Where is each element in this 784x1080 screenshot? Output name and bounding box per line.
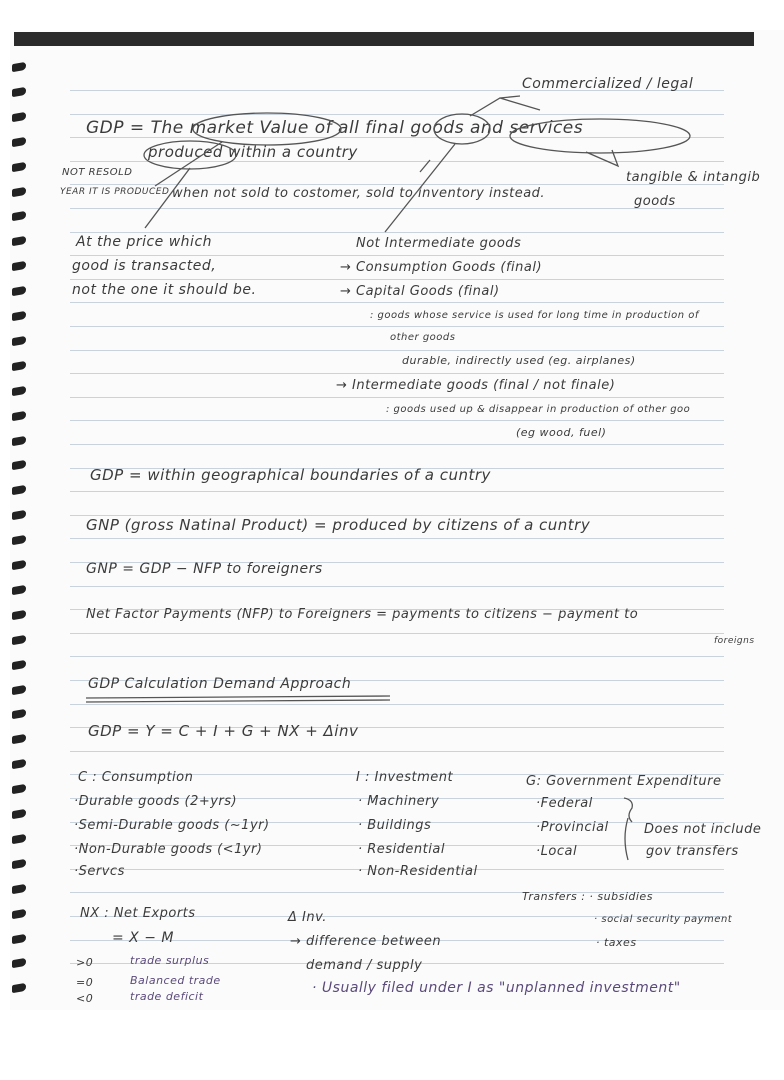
note-intermediate-desc-1: : goods used up & disappear in production of other goo <box>386 404 691 415</box>
spiral-hole <box>12 136 26 146</box>
note-gdp-equation: GDP = Y = C + I + G + NX + Δinv <box>88 722 359 740</box>
spiral-binding <box>8 55 30 1000</box>
spiral-hole <box>12 261 26 271</box>
spiral-hole <box>12 610 26 620</box>
note-capital-desc-2: other goods <box>390 332 456 343</box>
spiral-hole <box>12 784 26 794</box>
spiral-hole <box>12 186 26 196</box>
note-transfers-2: · social security payment <box>594 914 733 925</box>
note-nx-balanced-sym: =0 <box>76 976 94 989</box>
spiral-hole <box>12 709 26 719</box>
spiral-hole <box>12 385 26 395</box>
note-c-4: ·Servcs <box>74 864 125 879</box>
note-gdp-definition-2: produced within a country <box>148 143 358 161</box>
note-nfp-definition: Net Factor Payments (NFP) to Foreigners = payments to citizens − payment to <box>86 607 639 622</box>
spiral-hole <box>12 859 26 869</box>
spiral-hole <box>12 211 26 221</box>
ruled-line <box>70 114 724 115</box>
note-intermediate: → Intermediate goods (final / not finale) <box>336 378 616 393</box>
spiral-hole <box>12 659 26 669</box>
note-i-2: · Buildings <box>358 818 432 833</box>
note-capital-desc-1: : goods whose service is used for long time in production of <box>370 310 699 321</box>
note-calc-title: GDP Calculation Demand Approach <box>88 676 352 692</box>
spiral-hole <box>12 834 26 844</box>
ruled-line <box>70 302 724 303</box>
note-gdp-definition: GDP = The market Value of all final goods and services <box>86 118 584 138</box>
spiral-hole <box>12 286 26 296</box>
note-transfers: Transfers : · subsidies <box>522 890 653 903</box>
note-not-intermediate: Not Intermediate goods <box>356 236 522 251</box>
ruled-line <box>70 656 724 657</box>
ruled-line <box>70 633 724 634</box>
ruled-line <box>70 208 724 209</box>
ruled-line <box>70 751 724 752</box>
note-inv-1: → difference between <box>290 934 442 949</box>
spiral-hole <box>12 809 26 819</box>
spiral-hole <box>12 510 26 520</box>
spiral-hole <box>12 883 26 893</box>
note-foreigns: foreigns <box>714 636 755 646</box>
spiral-hole <box>12 361 26 371</box>
note-gnp-equation: GNP = GDP − NFP to foreigners <box>86 561 323 577</box>
ruled-line <box>70 326 724 327</box>
spiral-hole <box>12 684 26 694</box>
note-g-2: ·Provincial <box>536 820 609 835</box>
ruled-line <box>70 232 724 233</box>
note-durable: durable, indirectly used (eg. airplanes) <box>402 354 636 367</box>
spiral-hole <box>12 535 26 545</box>
note-c-1: ·Durable goods (2+yrs) <box>74 794 238 809</box>
note-nx-balanced: Balanced trade <box>130 974 221 987</box>
note-nx-surplus-sym: >0 <box>76 956 94 969</box>
note-g-note-2: gov transfers <box>646 844 739 859</box>
note-g-3: ·Local <box>536 844 578 859</box>
note-price-1: At the price which <box>76 234 213 250</box>
note-i-4: · Non-Residential <box>358 864 478 879</box>
note-inv-3: · Usually filed under I as "unplanned investment" <box>312 980 681 996</box>
note-transfers-3: · taxes <box>596 936 637 949</box>
spiral-hole <box>12 161 26 171</box>
note-price-2: good is transacted, <box>72 258 217 274</box>
ruled-line <box>70 397 724 398</box>
ruled-line <box>70 373 724 374</box>
spiral-hole <box>12 634 26 644</box>
note-g-1: ·Federal <box>536 796 593 811</box>
ruled-line <box>70 350 724 351</box>
spiral-hole <box>12 585 26 595</box>
ruled-line <box>70 491 724 492</box>
note-commercialized: Commercialized / legal <box>522 76 694 92</box>
note-inv-2: demand / supply <box>306 958 423 973</box>
page-top-edge <box>14 32 754 46</box>
spiral-hole <box>12 560 26 570</box>
note-inventory: when not sold to costomer, sold to inventory instead. <box>172 186 546 201</box>
spiral-hole <box>12 460 26 470</box>
ruled-line <box>70 704 724 705</box>
note-consumption-goods: → Consumption Goods (final) <box>340 260 543 275</box>
note-inv-title: Δ Inv. <box>288 910 327 925</box>
spiral-hole <box>12 983 26 993</box>
note-tangible: tangible & intangib <box>626 170 761 185</box>
note-capital-goods: → Capital Goods (final) <box>340 284 500 299</box>
spiral-hole <box>12 734 26 744</box>
spiral-hole <box>12 435 26 445</box>
spiral-hole <box>12 62 26 72</box>
ruled-line <box>70 538 724 539</box>
spiral-hole <box>12 112 26 122</box>
note-nx-surplus: trade surplus <box>130 954 210 967</box>
ruled-line <box>70 420 724 421</box>
note-i-title: I : Investment <box>356 770 454 785</box>
spiral-hole <box>12 311 26 321</box>
note-nx-deficit: trade deficit <box>130 990 204 1003</box>
note-not-resold: NOT RESOLD <box>62 167 133 178</box>
note-price-3: not the one it should be. <box>72 282 257 298</box>
ruled-line <box>70 279 724 280</box>
ruled-line <box>70 586 724 587</box>
note-g-title: G: Government Expenditure <box>526 774 722 789</box>
spiral-hole <box>12 908 26 918</box>
spiral-hole <box>12 87 26 97</box>
spiral-hole <box>12 410 26 420</box>
note-nx-equation: = X − M <box>112 930 174 946</box>
note-g-note-1: Does not include <box>644 822 762 837</box>
spiral-hole <box>12 933 26 943</box>
note-i-1: · Machinery <box>358 794 440 809</box>
note-intermediate-desc-2: (eg wood, fuel) <box>516 426 607 439</box>
note-year-produced: YEAR IT IS PRODUCED <box>60 187 170 197</box>
note-goods: goods <box>634 194 676 209</box>
note-i-3: · Residential <box>358 842 445 857</box>
spiral-hole <box>12 759 26 769</box>
spiral-hole <box>12 236 26 246</box>
note-c-title: C : Consumption <box>78 770 194 785</box>
note-c-3: ·Non-Durable goods (<1yr) <box>74 842 263 857</box>
ruled-line <box>70 255 724 256</box>
note-nx-deficit-sym: <0 <box>76 992 94 1005</box>
note-gdp-geo: GDP = within geographical boundaries of a cuntry <box>90 466 491 484</box>
note-c-2: ·Semi-Durable goods (~1yr) <box>74 818 270 833</box>
spiral-hole <box>12 336 26 346</box>
note-nx-title: NX : Net Exports <box>80 906 196 921</box>
note-gnp-definition: GNP (gross Natinal Product) = produced by citizens of a cuntry <box>86 516 591 534</box>
ruled-line <box>70 444 724 445</box>
spiral-hole <box>12 958 26 968</box>
spiral-hole <box>12 485 26 495</box>
